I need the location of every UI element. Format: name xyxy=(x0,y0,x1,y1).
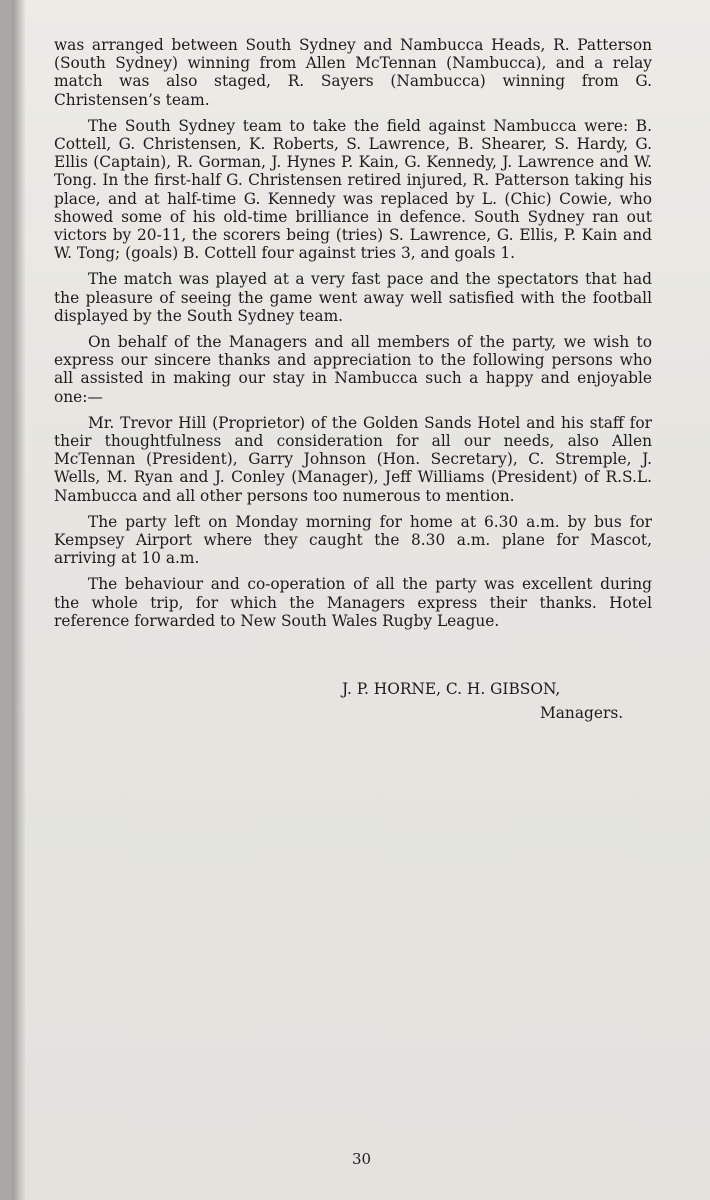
body-text xyxy=(54,36,652,638)
paragraph-team-lineup: The South Sydney team to take the field against Nambucca were: B. Cottell, G. Christensen, K. Roberts, S. Lawrence, B. Shearer, S. Hardy, G. Ellis (Captain), R. Gorman, J. Hynes P. Kain, G. Kennedy, J. Lawrence and W. Tong. In the first-half G. Christensen retired injured, R. Patterson taking his place, and at half-time G. Kennedy was replaced by L. (Chic) Cowie, who showed some of his old-time brilliance in defence. South Sydney ran out victors by 20-11, the scorers being (tries) S. Lawrence, G. Ellis, P. Kain and W. Tong; (goals) B. Cottell four against tries 3, and goals 1. xyxy=(54,116,652,263)
page-number: 30 xyxy=(352,1150,372,1168)
paragraph-continuation: was arranged between South Sydney and Nambucca Heads, R. Patterson (South Sydney) winning from Allen McTennan (Nambucca), and a relay match was also staged, R. Sayers (Nambucca) winning from G. Christensen’s team. xyxy=(54,36,652,109)
signature-names: J. P. HORNE, C. H. GIBSON, xyxy=(342,680,561,698)
page-gutter-shadow xyxy=(12,0,26,1200)
paragraph-thanks-intro: On behalf of the Managers and all members of the party, we wish to express our sincere thanks and appreciation to the following persons who all assisted in making our stay in Nambucca such a happy and enjoyable one:— xyxy=(54,333,652,406)
document-page xyxy=(12,0,710,1200)
paragraph-behaviour: The behaviour and co-operation of all the party was excellent during the whole trip, for which the Managers express their thanks. Hotel reference forwarded to New South Wales Rugby League. xyxy=(54,575,652,630)
paragraph-thanks-list: Mr. Trevor Hill (Proprietor) of the Golden Sands Hotel and his staff for their thoughtfulness and consideration for all our needs, also Allen McTennan (President), Garry Johnson (Hon. Secretary), C. Stremple, J. Wells, M. Ryan and J. Conley (Manager), Jeff Williams (President) of R.S.L. Nambucca and all other persons too numerous to mention. xyxy=(54,413,652,505)
paragraph-departure: The party left on Monday morning for home at 6.30 a.m. by bus for Kempsey Airport where they caught the 8.30 a.m. plane for Mascot, arriving at 10 a.m. xyxy=(54,512,652,568)
paragraph-match-pace: The match was played at a very fast pace and the spectators that had the pleasure of seeing the game went away well satisfied with the football displayed by the South Sydney team. xyxy=(54,270,652,325)
signature-role: Managers. xyxy=(540,704,624,722)
